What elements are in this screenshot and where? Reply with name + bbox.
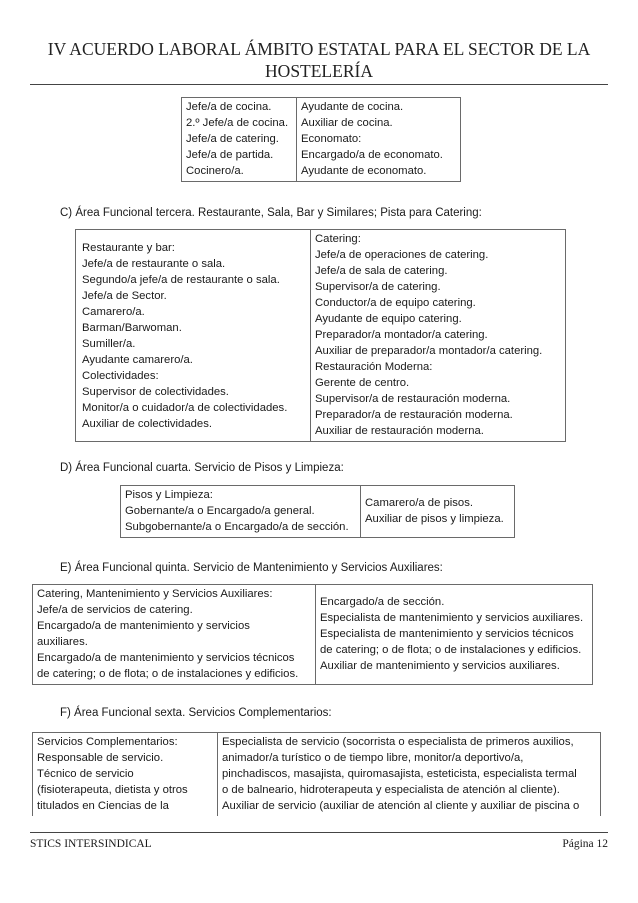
list-item: animador/a turístico o de tiempo libre, monitor/a deportivo/a, bbox=[222, 752, 524, 764]
list-item: de catering; o de flota; o de instalaciones y edificios. bbox=[37, 668, 299, 680]
complementary-left-cell bbox=[33, 733, 218, 817]
list-item: Subgobernante/a o Encargado/a de sección. bbox=[125, 521, 349, 533]
list-item: Restaurante y bar: bbox=[82, 242, 175, 254]
list-item: auxiliares. bbox=[37, 636, 88, 648]
section-e-table bbox=[32, 584, 593, 685]
list-item: Preparador/a montador/a catering. bbox=[315, 329, 488, 341]
title-line-1: IV ACUERDO LABORAL ÁMBITO ESTATAL PARA EL SECTOR DE LA bbox=[47, 39, 591, 59]
maintenance-left-cell bbox=[33, 585, 316, 685]
page-title bbox=[40, 38, 598, 82]
list-item: Especialista de mantenimiento y servicios técnicos bbox=[320, 628, 574, 640]
list-item: Catering: bbox=[315, 233, 361, 245]
list-item: Segundo/a jefe/a de restaurante o sala. bbox=[82, 274, 280, 286]
list-item: Pisos y Limpieza: bbox=[125, 489, 213, 501]
list-item: de catering; o de flota; o de instalaciones y edificios. bbox=[320, 644, 582, 656]
list-item: (fisioterapeuta, dietista y otros bbox=[37, 784, 188, 796]
list-item: Cocinero/a. bbox=[186, 165, 244, 177]
list-item: Supervisor/a de catering. bbox=[315, 281, 441, 293]
list-item: Ayudante camarero/a. bbox=[82, 354, 193, 366]
list-item: Jefe/a de servicios de catering. bbox=[37, 604, 193, 616]
list-item: Conductor/a de equipo catering. bbox=[315, 297, 476, 309]
list-item: Camarero/a. bbox=[82, 306, 145, 318]
list-item: Monitor/a o cuidador/a de colectividades. bbox=[82, 402, 288, 414]
section-c-table bbox=[75, 229, 566, 442]
list-item: Servicios Complementarios: bbox=[37, 736, 178, 748]
list-item: Camarero/a de pisos. bbox=[365, 497, 473, 509]
list-item: Encargado/a de economato. bbox=[301, 149, 443, 161]
section-e-heading: E) Área Funcional quinta. Servicio de Mantenimiento y Servicios Auxiliares: bbox=[60, 562, 443, 574]
list-item: Auxiliar de colectividades. bbox=[82, 418, 212, 430]
list-item: Encargado/a de sección. bbox=[320, 596, 445, 608]
kitchen-right-cell bbox=[297, 98, 461, 182]
list-item: Supervisor de colectividades. bbox=[82, 386, 229, 398]
list-item: Ayudante de economato. bbox=[301, 165, 427, 177]
list-item: titulados en Ciencias de la bbox=[37, 800, 169, 812]
section-d-heading: D) Área Funcional cuarta. Servicio de Pisos y Limpieza: bbox=[60, 462, 344, 474]
kitchen-table bbox=[181, 97, 461, 182]
cleaning-right-cell bbox=[361, 486, 515, 538]
list-item: Auxiliar de preparador/a montador/a catering. bbox=[315, 345, 543, 357]
list-item: Especialista de servicio (socorrista o especialista de primeros auxilios, bbox=[222, 736, 574, 748]
list-item: Auxiliar de cocina. bbox=[301, 117, 393, 129]
title-line-2: HOSTELERÍA bbox=[265, 61, 373, 81]
list-item: Auxiliar de pisos y limpieza. bbox=[365, 513, 504, 525]
header-divider bbox=[30, 84, 608, 85]
page-number: Página 12 bbox=[562, 838, 608, 850]
list-item: Jefe/a de restaurante o sala. bbox=[82, 258, 226, 270]
list-item: Jefe/a de cocina. bbox=[186, 101, 272, 113]
list-item: Economato: bbox=[301, 133, 362, 145]
maintenance-right-cell bbox=[316, 585, 593, 685]
list-item: Jefe/a de partida. bbox=[186, 149, 274, 161]
list-item: Ayudante de equipo catering. bbox=[315, 313, 462, 325]
section-f-heading: F) Área Funcional sexta. Servicios Complementarios: bbox=[60, 707, 332, 719]
list-item: Encargado/a de mantenimiento y servicios técnicos bbox=[37, 652, 295, 664]
list-item: 2.º Jefe/a de cocina. bbox=[186, 117, 289, 129]
list-item: Sumiller/a. bbox=[82, 338, 136, 350]
list-item: Colectividades: bbox=[82, 370, 159, 382]
section-f-table bbox=[32, 732, 601, 816]
footer-divider bbox=[30, 832, 608, 833]
section-c-heading: C) Área Funcional tercera. Restaurante, Sala, Bar y Similares; Pista para Catering: bbox=[60, 207, 482, 219]
list-item: Jefe/a de sala de catering. bbox=[315, 265, 448, 277]
list-item: Jefe/a de catering. bbox=[186, 133, 279, 145]
list-item: Gerente de centro. bbox=[315, 377, 410, 389]
list-item: Preparador/a de restauración moderna. bbox=[315, 409, 513, 421]
list-item: Ayudante de cocina. bbox=[301, 101, 404, 113]
complementary-right-cell bbox=[218, 733, 601, 817]
kitchen-left-cell bbox=[182, 98, 297, 182]
section-d-table bbox=[120, 485, 515, 538]
list-item: Restauración Moderna: bbox=[315, 361, 433, 373]
list-item: Especialista de mantenimiento y servicios auxiliares. bbox=[320, 612, 584, 624]
cleaning-left-cell bbox=[121, 486, 361, 538]
list-item: Jefe/a de operaciones de catering. bbox=[315, 249, 489, 261]
list-item: Jefe/a de Sector. bbox=[82, 290, 167, 302]
list-item: Auxiliar de servicio (auxiliar de atención al cliente y auxiliar de piscina o bbox=[222, 800, 580, 812]
list-item: Auxiliar de restauración moderna. bbox=[315, 425, 484, 437]
list-item: Barman/Barwoman. bbox=[82, 322, 182, 334]
catering-cell bbox=[311, 230, 566, 442]
list-item: Encargado/a de mantenimiento y servicios bbox=[37, 620, 250, 632]
list-item: pinchadiscos, masajista, quiromasajista, esteticista, especialista termal bbox=[222, 768, 577, 780]
list-item: Supervisor/a de restauración moderna. bbox=[315, 393, 511, 405]
list-item: Auxiliar de mantenimiento y servicios auxiliares. bbox=[320, 660, 560, 672]
list-item: o de balneario, hidroterapeuta y especialista de atención al cliente). bbox=[222, 784, 560, 796]
list-item: Técnico de servicio bbox=[37, 768, 134, 780]
list-item: Catering, Mantenimiento y Servicios Auxiliares: bbox=[37, 588, 273, 600]
footer-organization: STICS INTERSINDICAL bbox=[30, 838, 152, 850]
list-item: Responsable de servicio. bbox=[37, 752, 164, 764]
restaurant-cell bbox=[76, 230, 311, 442]
list-item: Gobernante/a o Encargado/a general. bbox=[125, 505, 315, 517]
